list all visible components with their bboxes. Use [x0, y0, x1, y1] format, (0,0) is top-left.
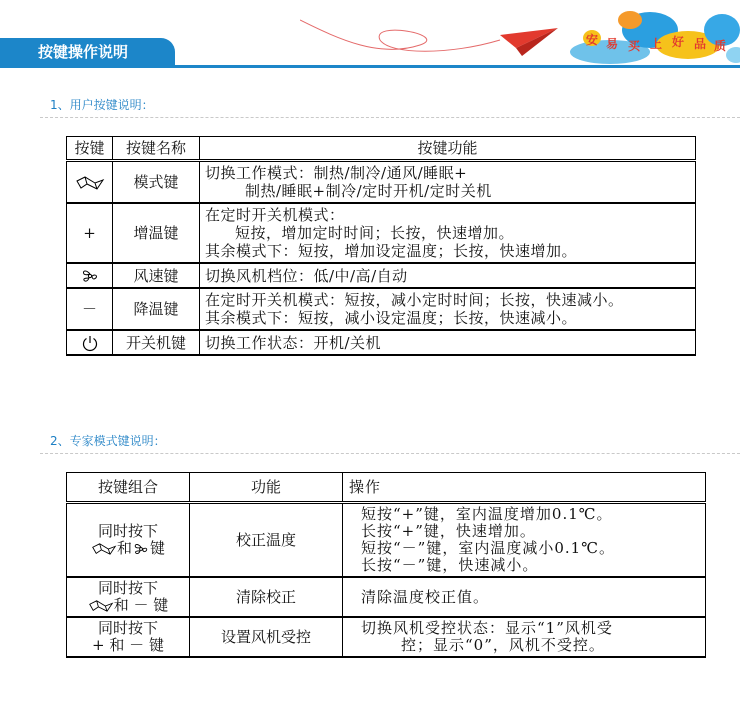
combo-line: 和 键 — [73, 540, 183, 557]
section1-divider — [40, 117, 740, 118]
key-function — [200, 161, 696, 204]
page-title: 按键操作说明 — [38, 43, 129, 61]
operation-line: 短按“+”键，室内温度增加0.1℃。 — [361, 505, 613, 523]
mode-icon — [75, 175, 105, 191]
col-header-combo: 按键组合 — [67, 473, 190, 503]
svg-text:质: 质 — [714, 39, 727, 53]
expert-mode-table — [66, 472, 706, 658]
section2-title: 2、专家模式键说明： — [50, 434, 166, 448]
operation-line: 清除温度校正值。 — [361, 587, 490, 606]
key-name: 模式键 — [113, 161, 200, 204]
operation-line: 长按“－”键，快速减小。 — [361, 556, 539, 574]
key-function — [200, 288, 696, 330]
header-decoration — [300, 0, 740, 75]
operation-line: 长按“+”键，快速增加。 — [361, 522, 536, 540]
combo-function: 校正温度 — [190, 503, 343, 578]
user-keys-table — [66, 136, 696, 356]
swirl-line — [300, 20, 500, 51]
table-header-row — [67, 137, 696, 161]
svg-text:上: 上 — [650, 37, 663, 51]
key-function — [200, 203, 696, 263]
col-header-function: 按键功能 — [200, 137, 696, 161]
col-header-name: 按键名称 — [113, 137, 200, 161]
svg-text:易: 易 — [606, 37, 619, 51]
key-name: 降温键 — [113, 288, 200, 330]
operation-line: 控；显示“0”，风机不受控。 — [401, 636, 605, 654]
function-line: 制热/睡眠+制冷/定时开机/定时关机 — [245, 182, 492, 200]
combo-line: 同时按下 — [97, 579, 158, 597]
combo-line: + 和 － 键 — [92, 636, 164, 654]
key-name: 增温键 — [113, 203, 200, 263]
table-header-row — [67, 473, 706, 503]
section1-title: 1、用户按键说明： — [50, 98, 154, 112]
function-line: 其余模式下：短按，增加设定温度；长按，快速增加。 — [205, 242, 578, 260]
function-line: 其余模式下：短按，减小设定温度；长按，快速减小。 — [205, 309, 578, 327]
section2-divider — [40, 453, 740, 454]
combo-line: 同时按下 — [97, 619, 158, 637]
operation-line: 切换风机受控状态：显示“1”风机受 — [361, 619, 613, 637]
function-line: 在定时开关机模式：短按，减小定时时间；长按，快速减小。 — [205, 291, 624, 309]
key-name: 风速键 — [113, 263, 200, 288]
combo-operation — [343, 617, 706, 657]
function-line: 在定时开关机模式： — [205, 206, 345, 224]
power-icon — [81, 334, 99, 352]
function-line: 短按，增加定时时间；长按，快速增加。 — [235, 224, 515, 242]
key-function — [200, 330, 696, 355]
operation-line: 短按“－”键，室内温度减小0.1℃。 — [361, 539, 615, 557]
mode-icon — [91, 542, 117, 556]
table-row — [67, 203, 696, 263]
svg-text:安: 安 — [586, 33, 599, 47]
combo-function: 清除校正 — [190, 577, 343, 617]
key-name: 开关机键 — [113, 330, 200, 355]
function-line: 切换工作状态：开机/关机 — [205, 333, 382, 352]
minus-symbol: － — [67, 288, 113, 330]
table-row — [67, 263, 696, 288]
fan-icon — [132, 541, 150, 557]
table-row — [67, 330, 696, 355]
function-line: 切换工作模式：制热/制冷/通风/睡眠+ — [205, 164, 468, 182]
key-function — [200, 263, 696, 288]
combo-line: 和 － 键 — [73, 597, 183, 614]
key-combo — [67, 617, 190, 657]
table-row — [67, 577, 706, 617]
svg-text:买: 买 — [628, 39, 641, 53]
col-header-function: 功能 — [190, 473, 343, 503]
col-header-operation: 操作 — [343, 473, 706, 503]
svg-text:好: 好 — [672, 35, 685, 49]
plus-symbol: + — [67, 203, 113, 263]
fan-icon — [80, 267, 100, 285]
svg-text:品: 品 — [694, 37, 707, 51]
function-line: 切换风机档位：低/中/高/自动 — [205, 266, 408, 285]
key-combo — [67, 503, 190, 578]
table-row — [67, 503, 706, 578]
col-header-key: 按键 — [67, 137, 113, 161]
combo-line: 同时按下 — [97, 522, 158, 540]
mode-icon — [88, 599, 114, 613]
combo-operation — [343, 577, 706, 617]
table-row — [67, 617, 706, 657]
table-row — [67, 161, 696, 204]
combo-function: 设置风机受控 — [190, 617, 343, 657]
paper-plane-icon — [500, 28, 558, 56]
table-row — [67, 288, 696, 330]
key-combo — [67, 577, 190, 617]
combo-operation — [343, 503, 706, 578]
